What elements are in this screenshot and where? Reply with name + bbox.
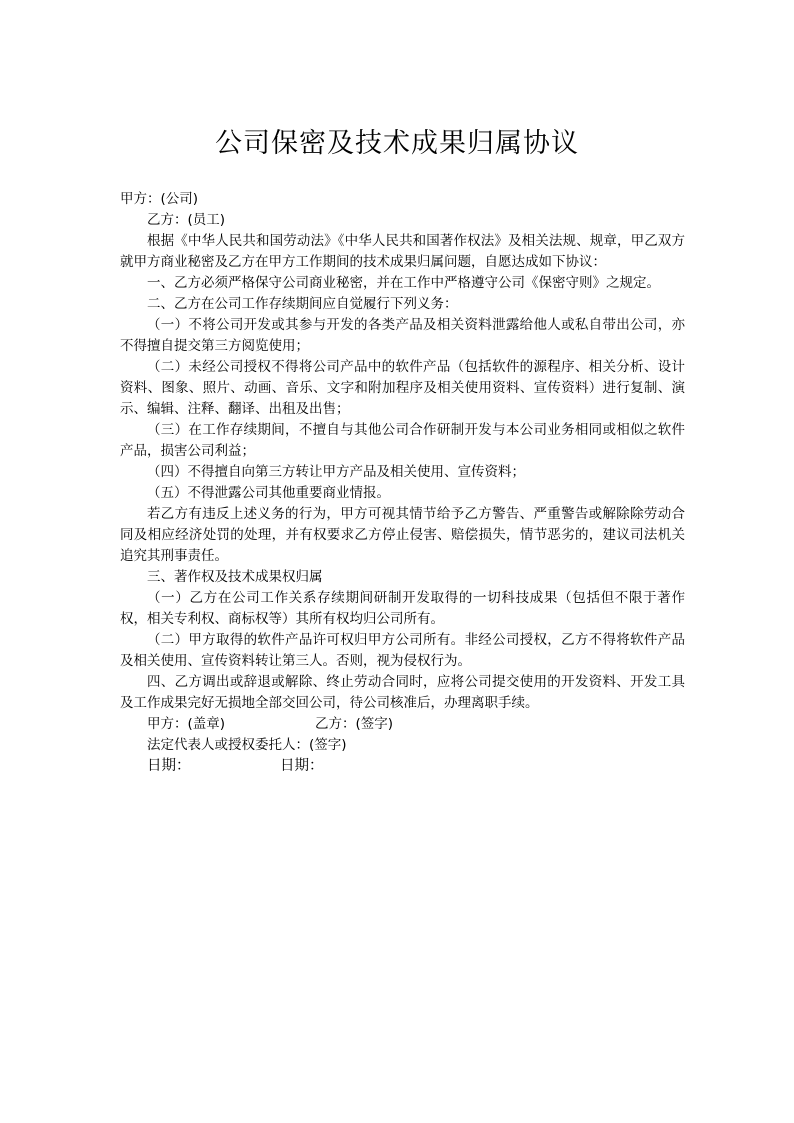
- party-a-signature: 甲方：(盖章): [147, 716, 226, 732]
- clause-3-item-2: （二）甲方取得的软件产品许可权归甲方公司所有。非经公司授权，乙方不得将软件产品及相关使用、宣传资料转让第三人。否则，视为侵权行为。: [120, 632, 685, 669]
- clause-1: 一、乙方必须严格保守公司商业秘密，并在工作中严格遵守公司《保密守则》之规定。: [147, 275, 660, 291]
- document-body: [120, 189, 685, 777]
- clause-2-item-4: （四）不得擅自向第三方转让甲方产品及相关使用、宣传资料；: [147, 464, 525, 480]
- party-b-signature: 乙方：(签字): [315, 716, 394, 732]
- signature-row: [120, 714, 685, 735]
- clause-2-item-5: （五）不得泄露公司其他重要商业情报。: [147, 485, 390, 501]
- preamble-paragraph: 根据《中华人民共和国劳动法》《中华人民共和国著作权法》及相关法规、规章，甲乙双方就甲方商业秘密及乙方在甲方工作期间的技术成果归属问题，自愿达成如下协议：: [120, 233, 685, 270]
- clause-2-item-3: （三）在工作存续期间，不擅自与其他公司合作研制开发与本公司业务相同或相似之软件产品，损害公司利益；: [120, 422, 685, 459]
- clause-2-item-1: （一）不将公司开发或其参与开发的各类产品及相关资料泄露给他人或私自带出公司，亦不得擅自提交第三方阅览使用；: [120, 317, 685, 354]
- clause-3: 三、著作权及技术成果权归属: [147, 569, 323, 585]
- clause-2-item-2: （二）未经公司授权不得将公司产品中的软件产品（包括软件的源程序、相关分析、设计资料、图象、照片、动画、音乐、文字和附加程序及相关使用资料、宣传资料）进行复制、演示、编辑、注释、翻译、出租及出售；: [120, 359, 685, 417]
- representative-line: 法定代表人或授权委托人：(签字): [147, 737, 347, 753]
- party-b-line: 乙方：(员工): [147, 212, 226, 228]
- party-a-date: 日期：: [147, 758, 191, 774]
- party-b-date: 日期：: [280, 758, 324, 774]
- breach-paragraph: 若乙方有违反上述义务的行为，甲方可视其情节给予乙方警告、严重警告或解除除劳动合同及相应经济处罚的处理，并有权要求乙方停止侵害、赔偿损失，情节恶劣的，建议司法机关追究其刑事责任。: [120, 506, 685, 564]
- clause-2: 二、乙方在公司工作存续期间应自觉履行下列义务：: [147, 296, 458, 312]
- document-title: 公司保密及技术成果归属协议: [215, 128, 579, 159]
- date-row: [120, 756, 685, 777]
- clause-3-item-1: （一）乙方在公司工作关系存续期间研制开发取得的一切科技成果（包括但不限于著作权，相关专利权、商标权等）其所有权均归公司所有。: [120, 590, 685, 627]
- clause-4: 四、乙方调出或辞退或解除、终止劳动合同时，应将公司提交使用的开发资料、开发工具及工作成果完好无损地全部交回公司，待公司核准后，办理离职手续。: [120, 674, 685, 711]
- party-a-line: 甲方：(公司): [120, 191, 199, 207]
